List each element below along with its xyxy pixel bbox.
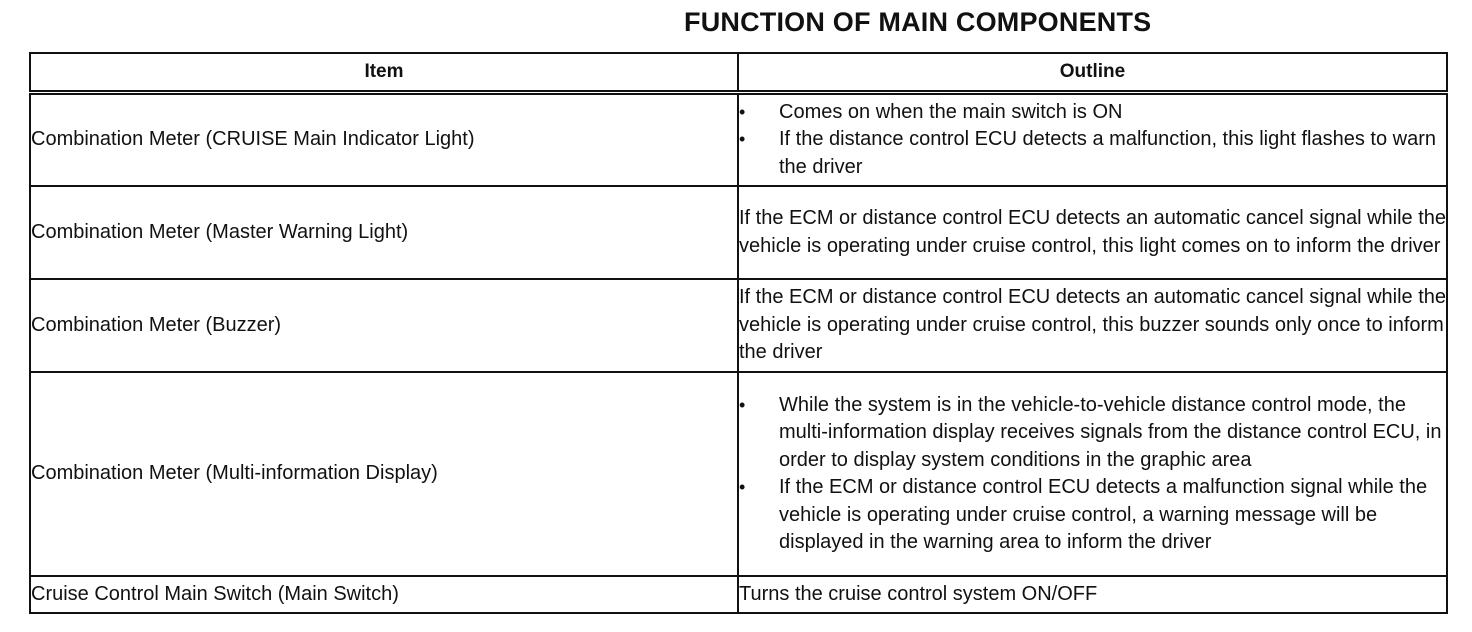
- item-cell: Combination Meter (Master Warning Light): [30, 186, 738, 279]
- bullet-text: If the ECM or distance control ECU detects a malfunction signal while the vehicle is operating under cruise control, a warning message will be displayed in the warning area to inform the driver: [779, 476, 1428, 553]
- item-cell: Combination Meter (Multi-information Display): [30, 372, 738, 576]
- bullet-list: [739, 99, 1446, 182]
- table-header-row: [30, 53, 1447, 93]
- page-title: FUNCTION OF MAIN COMPONENTS: [684, 7, 1152, 37]
- header-outline: Outline: [738, 53, 1447, 93]
- item-cell: Combination Meter (Buzzer): [30, 279, 738, 372]
- bullet-item: [739, 126, 1446, 181]
- outline-cell: Turns the cruise control system ON/OFF: [738, 576, 1447, 613]
- table-row: [30, 279, 1447, 372]
- components-table: [29, 52, 1448, 614]
- outline-cell: [738, 93, 1447, 187]
- table-row: [30, 372, 1447, 576]
- bullet-text: Comes on when the main switch is ON: [779, 100, 1123, 123]
- bullet-icon: •: [739, 394, 746, 415]
- bullet-list: [739, 392, 1446, 557]
- bullet-text: While the system is in the vehicle-to-vehicle distance control mode, the multi-information display receives signals from the distance control ECU, in order to display system conditions in the graphic area: [779, 393, 1442, 471]
- table-row: [30, 576, 1447, 613]
- outline-cell: If the ECM or distance control ECU detects an automatic cancel signal while the vehicle is operating under cruise control, this light comes on to inform the driver: [738, 186, 1447, 279]
- outline-cell: If the ECM or distance control ECU detects an automatic cancel signal while the vehicle is operating under cruise control, this buzzer sounds only once to inform the driver: [738, 279, 1447, 372]
- item-cell: Combination Meter (CRUISE Main Indicator Light): [30, 93, 738, 187]
- table-row: [30, 93, 1447, 187]
- bullet-icon: •: [739, 477, 746, 497]
- table-row: [30, 186, 1447, 279]
- bullet-icon: •: [739, 129, 746, 150]
- bullet-item: [739, 392, 1446, 475]
- bullet-item: [739, 474, 1446, 557]
- outline-cell: [738, 372, 1447, 576]
- header-item: Item: [30, 53, 738, 93]
- bullet-icon: •: [739, 101, 746, 122]
- bullet-item: [739, 99, 1446, 127]
- item-cell: Cruise Control Main Switch (Main Switch): [30, 576, 738, 613]
- bullet-text: If the distance control ECU detects a malfunction, this light flashes to warn the driver: [779, 128, 1436, 178]
